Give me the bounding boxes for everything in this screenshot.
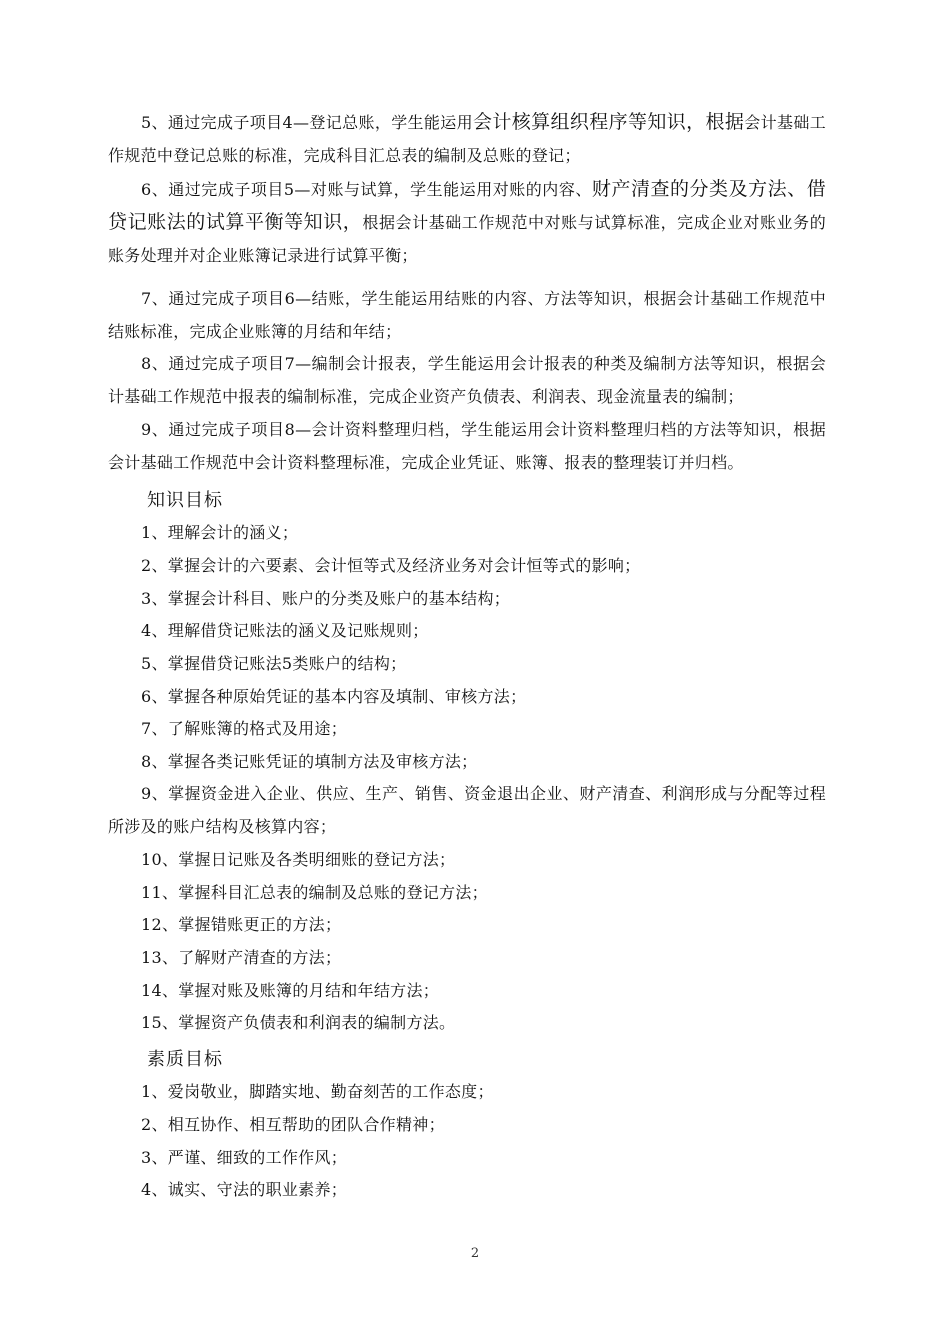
- page-number: 2: [470, 1246, 480, 1261]
- quality-item: 4、诚实、守法的职业素养；: [141, 1180, 348, 1199]
- paragraph-text: 根据会计基础工作规范中对账与试算标准，完成企业对账业务的账务处理并对企业账簿记录进行试算平衡；: [108, 213, 826, 265]
- quality-item: 1、爱岗敬业，脚踏实地、勤奋刻苦的工作态度；: [141, 1082, 494, 1101]
- quality-item: 2、相互协作、相互帮助的团队合作精神；: [141, 1115, 445, 1134]
- knowledge-item: 14、掌握对账及账簿的月结和年结方法；: [141, 981, 440, 1000]
- paragraph-item-6: [108, 173, 826, 272]
- knowledge-item: 6、掌握各种原始凭证的基本内容及填制、审核方法；: [141, 687, 527, 706]
- paragraph-text: 7、通过完成子项目6—结账，学生能运用结账的内容、方法等知识，根据会计基础工作规范中结账标准，完成企业账簿的月结和年结；: [108, 289, 826, 341]
- paragraph-text-large: 会计核算组织程序等知识，根据: [473, 111, 745, 133]
- knowledge-item: 11、掌握科目汇总表的编制及总账的登记方法；: [141, 883, 488, 902]
- knowledge-item: 10、掌握日记账及各类明细账的登记方法；: [141, 850, 456, 869]
- quality-heading: 素质目标: [147, 1049, 223, 1070]
- paragraph-text-large: 财产清查的分类及方法、借贷记账法的试算平衡等知识，: [108, 178, 826, 233]
- knowledge-item: 7、了解账簿的格式及用途；: [141, 719, 348, 738]
- knowledge-item: 4、理解借贷记账法的涵义及记账规则；: [141, 621, 429, 640]
- paragraph-text: 会计基础工作规范中登记总账的标准，完成科目汇总表的编制及总账的登记；: [108, 113, 826, 165]
- knowledge-item: 13、了解财产清查的方法；: [141, 948, 342, 967]
- quality-item: 3、严谨、细致的工作作风；: [141, 1148, 348, 1167]
- knowledge-item: 3、掌握会计科目、账户的分类及账户的基本结构；: [141, 589, 511, 608]
- knowledge-item: 12、掌握错账更正的方法；: [141, 915, 342, 934]
- knowledge-heading: 知识目标: [147, 490, 223, 511]
- paragraph-text: 5、通过完成子项目4—登记总账，学生能运用: [141, 113, 474, 132]
- knowledge-item: 2、掌握会计的六要素、会计恒等式及经济业务对会计恒等式的影响；: [141, 556, 641, 575]
- knowledge-item: 9、掌握资金进入企业、供应、生产、销售、资金退出企业、财产清查、利润形成与分配等过程所涉及的账户结构及核算内容；: [108, 784, 826, 836]
- paragraph-text: 6、通过完成子项目5—对账与试算，学生能运用对账的内容、: [141, 180, 592, 199]
- paragraph-text: 9、通过完成子项目8—会计资料整理归档，学生能运用会计资料整理归档的方法等知识，根据会计基础工作规范中会计资料整理标准，完成企业凭证、账簿、报表的整理装订并归档。: [108, 420, 826, 472]
- knowledge-item: 5、掌握借贷记账法5类账户的结构；: [141, 654, 407, 673]
- paragraph-text: 8、通过完成子项目7—编制会计报表，学生能运用会计报表的种类及编制方法等知识，根据会计基础工作规范中报表的编制标准，完成企业资产负债表、利润表、现金流量表的编制；: [108, 354, 826, 406]
- knowledge-item: 8、掌握各类记账凭证的填制方法及审核方法；: [141, 752, 478, 771]
- knowledge-item: 15、掌握资产负债表和利润表的编制方法。: [141, 1013, 456, 1032]
- paragraph-item-8: [108, 347, 826, 413]
- knowledge-item: 1、理解会计的涵义；: [141, 523, 299, 542]
- paragraph-item-9: [108, 413, 826, 479]
- paragraph-item-7: [108, 282, 826, 348]
- paragraph-item-5: [108, 106, 826, 172]
